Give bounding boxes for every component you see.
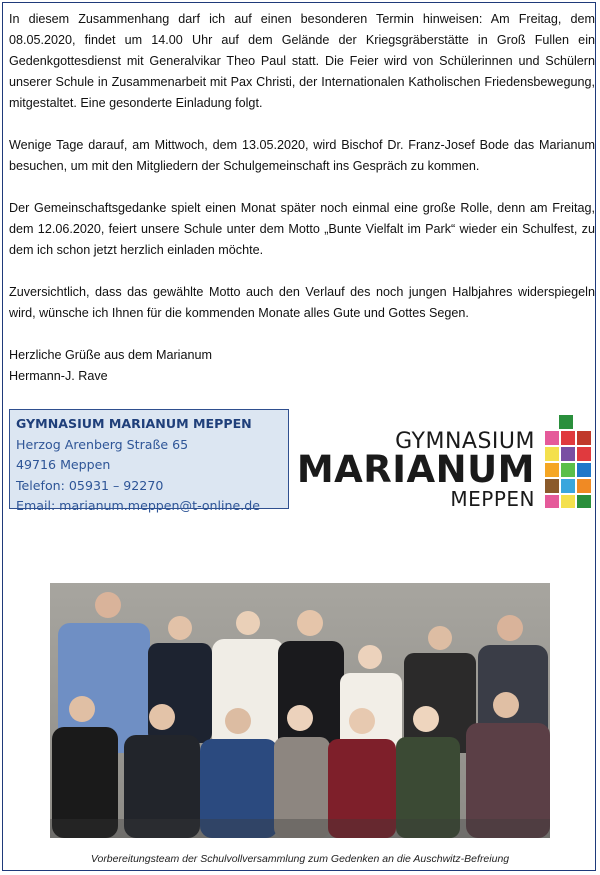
logo-tile-icon — [541, 413, 597, 509]
paragraph-schulfest: Der Gemeinschaftsgedanke spielt einen Monat später noch einmal eine große Rolle, denn am Freitag, dem 12.06.2020, feiert unsere Schule unter dem Motto „Bunte Vielfalt im Park“ wieder ein Schulfest, zu dem ich schon jetzt herzlich einladen möchte. — [9, 201, 595, 257]
logo-line-marianum: MARIANUM — [296, 448, 535, 491]
paragraph-wuensche: Zuversichtlich, dass das gewählte Motto auch den Verlauf des noch jungen Halbjahres widerspiegeln wird, wünsche ich Ihnen für die kommenden Monate alles Gute und Gottes Segen. — [9, 285, 595, 320]
group-photo — [50, 583, 550, 838]
logo-line-meppen: MEPPEN — [450, 487, 535, 511]
photo-caption: Vorbereitungsteam der Schulvollversammlung zum Gedenken an die Auschwitz-Befreiung — [90, 853, 510, 865]
address-box — [9, 409, 289, 513]
address-city: 49716 Meppen — [16, 457, 111, 472]
logo-line-gymnasium: GYMNASIUM — [395, 429, 535, 454]
address-street: Herzog Arenberg Straße 65 — [16, 436, 189, 452]
letter-body — [9, 9, 595, 387]
group-photo-icon — [50, 583, 550, 838]
school-name: GYMNASIUM MARIANUM MEPPEN — [16, 416, 252, 431]
address-email: Email: marianum.meppen@t-online.de — [16, 498, 261, 513]
paragraph-bischof: Wenige Tage darauf, am Mittwoch, dem 13.05.2020, wird Bischof Dr. Franz-Josef Bode das Marianum besuchen, um mit den Mitgliedern der Schulgemeinschaft ins Gespräch zu kommen. — [9, 138, 595, 173]
greeting: Herzliche Grüße aus dem Marianum — [9, 348, 212, 362]
address-phone: Telefon: 05931 – 92270 — [16, 477, 164, 493]
signature: Hermann-J. Rave — [9, 369, 108, 383]
paragraph-termin: In diesem Zusammenhang darf ich auf einen besonderen Termin hinweisen: Am Freitag, dem 08.05.2020, findet um 14.00 Uhr auf dem Gelände der Kriegsgräberstätte in Groß Fullen ein Gedenkgottesdienst mit Generalvikar Theo Paul statt. Die Feier wird von Schülerinnen und Schülern unserer Schule in Zusammenarbeit mit Pax Christi, der Internationalen Katholischen Friedensbewegung, mitgestaltet. Eine gesonderte Einladung folgt. — [9, 12, 595, 110]
school-logo — [296, 413, 597, 511]
